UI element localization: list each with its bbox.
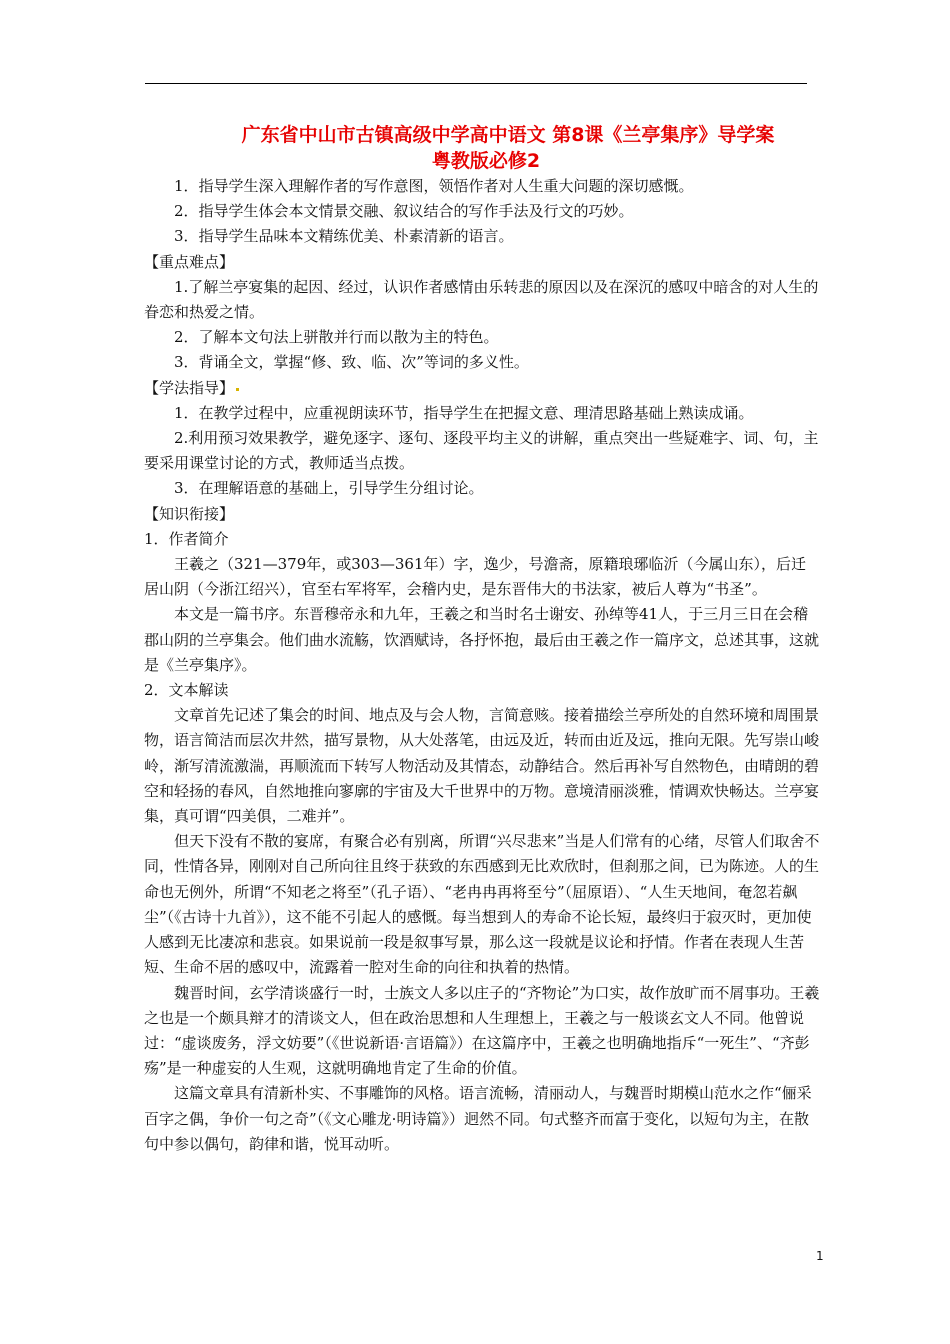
header-rule <box>145 83 807 84</box>
section-heading-knowledge: 【知识衔接】 <box>144 504 235 523</box>
dot-mark-icon <box>236 388 239 391</box>
text-paragraph: 这篇文章具有清新朴实、不事雕饰的风格。语言流畅，清丽动人，与魏晋时期模山范水之作“俪采百字之偶，争价一句之奇”（《文心雕龙·明诗篇》）迥然不同。句式整齐而富于变化，以短句为主，在散句中参以偶句，韵律和谐，悦耳动听。 <box>144 1084 812 1153</box>
section-heading-key-points: 【重点难点】 <box>144 252 235 271</box>
document-title <box>144 122 820 174</box>
page-number: 1 <box>816 1249 824 1263</box>
text-paragraph: 魏晋时间，玄学清谈盛行一时，士族文人多以庄子的“齐物论”为口实，故作放旷而不屑事功。王羲之也是一个颇具辩才的清谈文人，但在政治思想和人生理想上，王羲之与一般谈玄文人不同。他曾说过：“虚谈废务，浮文妨要”（《世说新语·言语篇》）在这篇序中，王羲之也明确地指斥“一死生”、“齐彭殇”是一种虚妄的人生观，这就明确地肯定了生命的价值。 <box>144 983 820 1078</box>
section-heading-study-method <box>144 376 820 401</box>
author-paragraph: 本文是一篇书序。东晋穆帝永和九年，王羲之和当时名士谢安、孙绰等41人，于三月三日在会稽郡山阴的兰亭集会。他们曲水流觞，饮酒赋诗，各抒怀抱，最后由王羲之作一篇序文，总述其事，这就是《兰亭集序》。 <box>144 605 820 674</box>
objective-item: 1．指导学生深入理解作者的写作意图，领悟作者对人生重大问题的深切感慨。 <box>174 177 694 195</box>
study-method-heading-text: 【学法指导】 <box>144 378 235 397</box>
key-point-item: 1.了解兰亭宴集的起因、经过，认识作者感情由乐转悲的原因以及在深沉的感叹中暗含的对人生的眷恋和热爱之情。 <box>144 277 819 322</box>
text-paragraph: 文章首先记述了集会的时间、地点及与会人物，言简意赅。接着描绘兰亭所处的自然环境和周围景物，语言简洁而层次井然，描写景物，从大处落笔，由远及近，转而由近及远，推向无限。先写崇山峻岭，渐写清流激湍，再顺流而下转写人物活动及其情态，动静结合。然后再补写自然物色，由晴朗的碧空和轻扬的春风，自然地推向寥廓的宇宙及大千世界中的万物。意境清丽淡雅，情调欢快畅达。兰亭宴集，真可谓“四美俱，二难并”。 <box>144 706 820 826</box>
objective-item: 2．指导学生体会本文情景交融、叙议结合的写作手法及行文的巧妙。 <box>174 202 634 221</box>
text-paragraph: 但天下没有不散的宴席，有聚合必有别离，所谓“兴尽悲来”当是人们常有的心绪，尽管人们取舍不同，性情各异，刚刚对自己所向往且终于获致的东西感到无比欢欣时，但刹那之间，已为陈迹。人的生命也无例外，所谓“不知老之将至”（孔子语）、“老冉冉再将至兮”（屈原语）、“人生天地间，奄忽若飙尘”（《古诗十九首》），这不能不引起人的感慨。每当想到人的寿命不论长短，最终归于寂灭时，更加使人感到无比凄凉和悲哀。如果说前一段是叙事写景，那么这一段就是议论和抒情。作者在表现人生苦短、生命不居的感叹中，流露着一腔对生命的向往和执着的热情。 <box>144 832 820 977</box>
study-method-item: 2.利用预习效果教学，避免逐字、逐句、逐段平均主义的讲解，重点突出一些疑难字、词、句，主要采用课堂讨论的方式，教师适当点拨。 <box>144 429 819 473</box>
subheading-text-reading: 2．文本解读 <box>144 681 229 700</box>
subheading-author: 1．作者简介 <box>144 529 229 548</box>
study-method-item: 1．在教学过程中，应重视朗读环节，指导学生在把握文意、理清思路基础上熟读成诵。 <box>174 403 754 422</box>
objective-item: 3．指导学生品味本文精练优美、朴素清新的语言。 <box>174 227 514 246</box>
author-paragraph: 王羲之（321—379年，或303—361年）字，逸少，号澹斋，原籍琅琊临沂（今属山东），后迁居山阴（今浙江绍兴），官至右军将军，会稽内史，是东晋伟大的书法家，被后人尊为“书圣”。 <box>144 555 807 599</box>
document-body <box>144 122 820 1157</box>
title-line-2: 粤教版必修2 <box>431 150 541 172</box>
key-point-item: 3．背诵全文，掌握“修、致、临、次”等词的多义性。 <box>174 353 529 372</box>
title-line-1: 广东省中山市古镇高级中学高中语文 第8课《兰亭集序》导学案 <box>241 124 775 146</box>
key-point-item: 2．了解本文句法上骈散并行而以散为主的特色。 <box>174 328 499 347</box>
study-method-item: 3．在理解语意的基础上，引导学生分组讨论。 <box>174 479 484 498</box>
